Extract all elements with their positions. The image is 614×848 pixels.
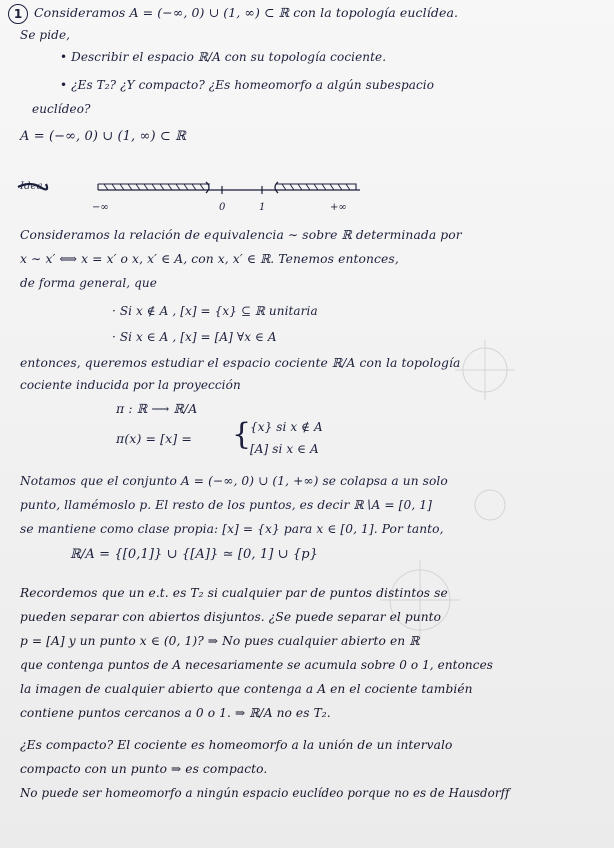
hausdorff-line-6: contiene puntos cercanos a 0 o 1. ⇒ ℝ/A no es T₂. xyxy=(20,706,331,720)
left-interval-hatch xyxy=(104,184,204,190)
number-line-diagram xyxy=(0,160,614,220)
class-case-not-in-a: · Si x ∉ A , [x] = {x} ⊆ ℝ unitaria xyxy=(112,304,318,318)
projection-definition: π(x) = [x] = xyxy=(116,431,192,446)
piecewise-brace: { xyxy=(232,417,252,452)
bullet-item-2-continued: euclídeo? xyxy=(32,102,91,116)
hausdorff-line-1: Recordemos que un e.t. es T₂ si cualquier par de puntos distintos se xyxy=(20,586,448,600)
exercise-number: 1 xyxy=(8,4,28,24)
hausdorff-line-4: que contenga puntos de A necesariamente se acumula sobre 0 o 1, entonces xyxy=(20,658,494,672)
crossed-out-word: Idea xyxy=(20,181,43,192)
quotient-line-2: cociente inducida por la proyección xyxy=(20,378,241,392)
tick-label-minus-infinity: −∞ xyxy=(92,202,109,213)
hausdorff-line-2: pueden separar con abiertos disjuntos. ¿Se puede separar el punto xyxy=(20,610,442,624)
collapse-line-2: punto, llamémoslo p. El resto de los puntos, es decir ℝ∖A = [0, 1] xyxy=(20,498,432,512)
statement-line-1: Consideramos A = (−∞, 0) ∪ (1, ∞) ⊂ ℝ con la topología euclídea. xyxy=(34,5,459,20)
tick-label-plus-infinity: +∞ xyxy=(330,202,347,213)
compact-line-1: ¿Es compacto? El cociente es homeomorfo a la unión de un intervalo xyxy=(20,738,453,752)
compact-line-3: No puede ser homeomorfo a ningún espacio euclídeo porque no es de Hausdorff xyxy=(20,786,510,800)
set-definition: A = (−∞, 0) ∪ (1, ∞) ⊂ ℝ xyxy=(20,129,186,144)
collapse-line-1: Notamos que el conjunto A = (−∞, 0) ∪ (1, +∞) se colapsa a un solo xyxy=(20,474,448,488)
projection-case-not-in-a: {x} si x ∉ A xyxy=(250,420,323,434)
right-interval-hatch xyxy=(282,184,350,190)
hausdorff-line-3: p = [A] y un punto x ∈ (0, 1)? ⇒ No pues cualquier abierto en ℝ xyxy=(20,634,420,648)
relation-line-3: de forma general, que xyxy=(20,276,157,290)
tick-label-one: 1 xyxy=(259,202,266,213)
quotient-line-1: entonces, queremos estudiar el espacio cociente ℝ/A con la topología xyxy=(20,356,461,370)
bullet-item-1: • Describir el espacio ℝ/A con su topología cociente. xyxy=(60,50,387,64)
scribble-mark xyxy=(18,184,47,189)
class-case-in-a: · Si x ∈ A , [x] = [A] ∀x ∈ A xyxy=(112,330,277,344)
tick-label-zero: 0 xyxy=(219,202,226,213)
compact-line-2: compacto con un punto ⇒ es compacto. xyxy=(20,762,268,776)
statement-line-2: Se pide, xyxy=(20,28,71,42)
relation-line-2: x ∼ x′ ⟺ x = x′ o x, x′ ∈ A, con x, x′ ∈ ℝ. Tenemos entonces, xyxy=(20,252,399,266)
bullet-item-2: • ¿Es T₂? ¿Y compacto? ¿Es homeomorfo a algún subespacio xyxy=(60,78,435,92)
relation-line-1: Consideramos la relación de equivalencia ∼ sobre ℝ determinada por xyxy=(20,228,462,242)
hausdorff-line-5: la imagen de cualquier abierto que contenga a A en el cociente también xyxy=(20,682,473,696)
quotient-result: ℝ/A = {[0,1]} ∪ {[A]} ≃ [0, 1] ∪ {p} xyxy=(70,547,319,562)
projection-map: π : ℝ ⟶ ℝ/A xyxy=(116,401,198,416)
projection-case-in-a: [A] si x ∈ A xyxy=(250,442,319,456)
collapse-line-3: se mantiene como clase propia: [x] = {x} para x ∈ [0, 1]. Por tanto, xyxy=(20,522,444,536)
